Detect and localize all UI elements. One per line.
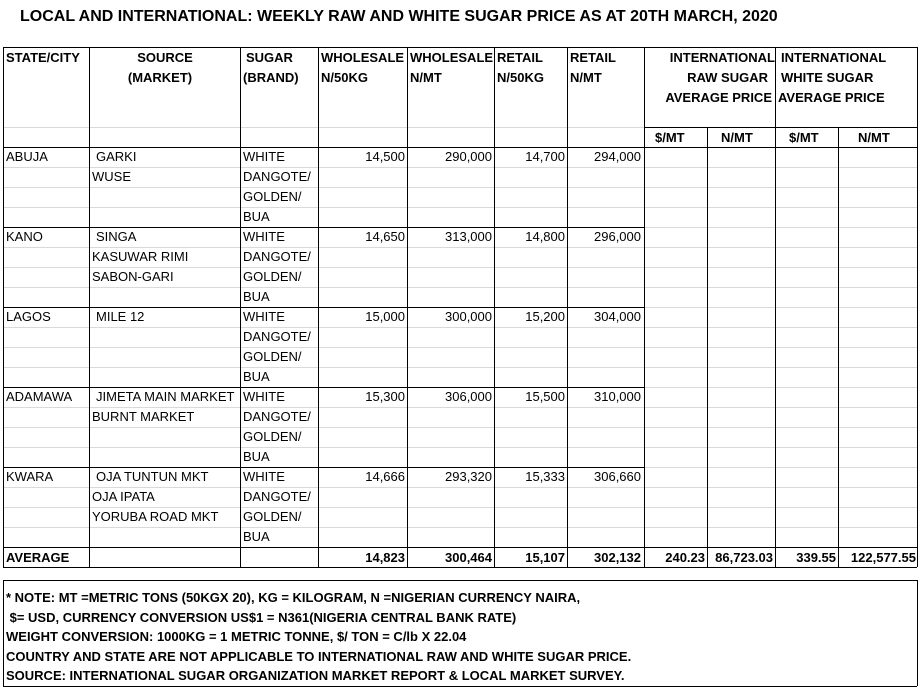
grid-line-vertical xyxy=(3,580,4,686)
sugar-brand: BUA xyxy=(243,369,270,384)
wholesale-50kg-value: 15,300 xyxy=(365,389,405,404)
footnote-line: WEIGHT CONVERSION: 1000KG = 1 METRIC TONNE, $/ TON = C/lb X 22.04 xyxy=(6,629,467,644)
wholesale-50kg-value: 15,000 xyxy=(365,309,405,324)
header-intl-raw: INTERNATIONAL xyxy=(669,50,775,65)
grid-line-light xyxy=(3,527,917,528)
footnote-line: * NOTE: MT =METRIC TONS (50KGX 20), KG = KILOGRAM, N =NIGERIAN CURRENCY NAIRA, xyxy=(6,590,581,605)
retail-mt-value: 306,660 xyxy=(594,469,641,484)
average-intl-white-usd: 339.55 xyxy=(796,550,836,565)
sugar-brand: BUA xyxy=(243,289,270,304)
sugar-brand: WHITE xyxy=(243,469,285,484)
state-name: LAGOS xyxy=(6,309,51,324)
wholesale-mt-value: 290,000 xyxy=(445,149,492,164)
market-name: GARKI xyxy=(96,149,137,164)
sugar-brand: BUA xyxy=(243,449,270,464)
header-intl-raw: AVERAGE PRICE xyxy=(665,90,772,105)
average-intl-raw-usd: 240.23 xyxy=(665,550,705,565)
header-wholesale-50kg: N/50KG xyxy=(321,70,368,85)
grid-line-light xyxy=(3,367,917,368)
grid-line-light xyxy=(3,347,917,348)
market-name: BURNT MARKET xyxy=(92,409,195,424)
average-intl-raw-naira: 86,723.03 xyxy=(715,550,773,565)
header-state: STATE/CITY xyxy=(6,50,80,65)
sugar-brand: GOLDEN/ xyxy=(243,509,302,524)
sugar-brand: GOLDEN/ xyxy=(243,189,302,204)
sugar-brand: WHITE xyxy=(243,389,285,404)
wholesale-mt-value: 293,320 xyxy=(445,469,492,484)
market-name: SABON-GARI xyxy=(92,269,174,284)
sugar-brand: DANGOTE/ xyxy=(243,409,311,424)
header-wholesale-50kg: WHOLESALE xyxy=(321,50,405,65)
average-label: AVERAGE xyxy=(6,550,70,565)
retail-mt-value: 310,000 xyxy=(594,389,641,404)
header-intl-white: AVERAGE PRICE xyxy=(778,90,885,105)
average-retail-50kg: 15,107 xyxy=(525,550,565,565)
footnote-line: $= USD, CURRENCY CONVERSION US$1 = N361(NIGERIA CENTRAL BANK RATE) xyxy=(6,609,517,625)
market-name: OJA TUNTUN MKT xyxy=(96,469,209,484)
wholesale-mt-value: 306,000 xyxy=(445,389,492,404)
sugar-brand: WHITE xyxy=(243,149,285,164)
sugar-brand: DANGOTE/ xyxy=(243,489,311,504)
retail-mt-value: 296,000 xyxy=(594,229,641,244)
header-retail-mt: N/MT xyxy=(570,70,602,85)
wholesale-mt-value: 313,000 xyxy=(445,229,492,244)
state-name: ABUJA xyxy=(6,149,48,164)
sugar-brand: GOLDEN/ xyxy=(243,269,302,284)
retail-50kg-value: 15,333 xyxy=(525,469,565,484)
header-intl-white: WHITE SUGAR xyxy=(781,70,874,85)
grid-line-vertical xyxy=(917,47,918,567)
footnote-line: SOURCE: INTERNATIONAL SUGAR ORGANIZATION MARKET REPORT & LOCAL MARKET SURVEY. xyxy=(6,668,625,683)
state-name: KWARA xyxy=(6,469,54,484)
market-name: JIMETA MAIN MARKET xyxy=(96,389,235,404)
grid-line-horizontal xyxy=(3,387,644,388)
header-source: (MARKET) xyxy=(127,70,193,85)
sugar-brand: DANGOTE/ xyxy=(243,329,311,344)
grid-line-vertical xyxy=(917,580,918,686)
grid-line-vertical xyxy=(838,127,839,567)
footnote-line: COUNTRY AND STATE ARE NOT APPLICABLE TO INTERNATIONAL RAW AND WHITE SUGAR PRICE. xyxy=(6,648,632,664)
sugar-brand: GOLDEN/ xyxy=(243,429,302,444)
header-source: SOURCE xyxy=(137,50,193,65)
header-sugar: (BRAND) xyxy=(243,70,299,85)
retail-50kg-value: 15,200 xyxy=(525,309,565,324)
average-wholesale-mt: 300,464 xyxy=(445,550,492,565)
header-retail-mt: RETAIL xyxy=(570,50,616,65)
market-name: KASUWAR RIMI xyxy=(92,249,189,264)
wholesale-50kg-value: 14,650 xyxy=(365,229,405,244)
grid-line-horizontal xyxy=(3,580,917,581)
state-name: ADAMAWA xyxy=(6,389,73,404)
average-intl-white-naira: 122,577.55 xyxy=(850,550,916,565)
header-wholesale-mt: WHOLESALE xyxy=(410,50,494,65)
wholesale-50kg-value: 14,500 xyxy=(365,149,405,164)
retail-50kg-value: 14,800 xyxy=(525,229,565,244)
retail-mt-value: 304,000 xyxy=(594,309,641,324)
grid-line-vertical xyxy=(775,47,776,567)
sugar-brand: DANGOTE/ xyxy=(243,249,311,264)
header-intl-raw: RAW SUGAR xyxy=(687,70,768,85)
wholesale-mt-value: 300,000 xyxy=(445,309,492,324)
grid-line-light xyxy=(3,447,917,448)
subheader-white-usd: $/MT xyxy=(789,130,819,145)
subheader-raw-naira: N/MT xyxy=(721,130,753,145)
retail-50kg-value: 15,500 xyxy=(525,389,565,404)
market-name: SINGA xyxy=(96,229,137,244)
retail-mt-value: 294,000 xyxy=(594,149,641,164)
wholesale-50kg-value: 14,666 xyxy=(365,469,405,484)
sugar-brand: WHITE xyxy=(243,229,285,244)
grid-line-light xyxy=(3,327,917,328)
sugar-brand: BUA xyxy=(243,209,270,224)
grid-line-light xyxy=(3,167,917,168)
state-name: KANO xyxy=(6,229,43,244)
grid-line-light xyxy=(3,427,917,428)
sugar-brand: DANGOTE/ xyxy=(243,169,311,184)
average-retail-mt: 302,132 xyxy=(594,550,641,565)
grid-line-horizontal xyxy=(3,467,644,468)
grid-line-vertical xyxy=(644,47,645,567)
grid-line-light xyxy=(3,187,917,188)
market-name: WUSE xyxy=(92,169,131,184)
grid-line-light xyxy=(3,287,917,288)
subheader-raw-usd: $/MT xyxy=(655,130,685,145)
market-name: OJA IPATA xyxy=(92,489,155,504)
header-intl-white: INTERNATIONAL xyxy=(781,50,887,65)
market-name: YORUBA ROAD MKT xyxy=(92,509,219,524)
subheader-white-naira: N/MT xyxy=(858,130,890,145)
sugar-brand: BUA xyxy=(243,529,270,544)
average-wholesale-50kg: 14,823 xyxy=(365,550,405,565)
retail-50kg-value: 14,700 xyxy=(525,149,565,164)
grid-line-horizontal xyxy=(3,307,644,308)
grid-line-vertical xyxy=(707,127,708,567)
sugar-brand: WHITE xyxy=(243,309,285,324)
header-wholesale-mt: N/MT xyxy=(410,70,442,85)
page-title: LOCAL AND INTERNATIONAL: WEEKLY RAW AND WHITE SUGAR PRICE AS AT 20TH MARCH, 2020 xyxy=(20,8,778,25)
header-retail-50kg: N/50KG xyxy=(497,70,544,85)
grid-line-horizontal xyxy=(3,227,644,228)
header-retail-50kg: RETAIL xyxy=(497,50,543,65)
grid-line-light xyxy=(3,207,917,208)
market-name: MILE 12 xyxy=(96,309,145,324)
sugar-brand: GOLDEN/ xyxy=(243,349,302,364)
header-sugar: SUGAR xyxy=(246,50,293,65)
